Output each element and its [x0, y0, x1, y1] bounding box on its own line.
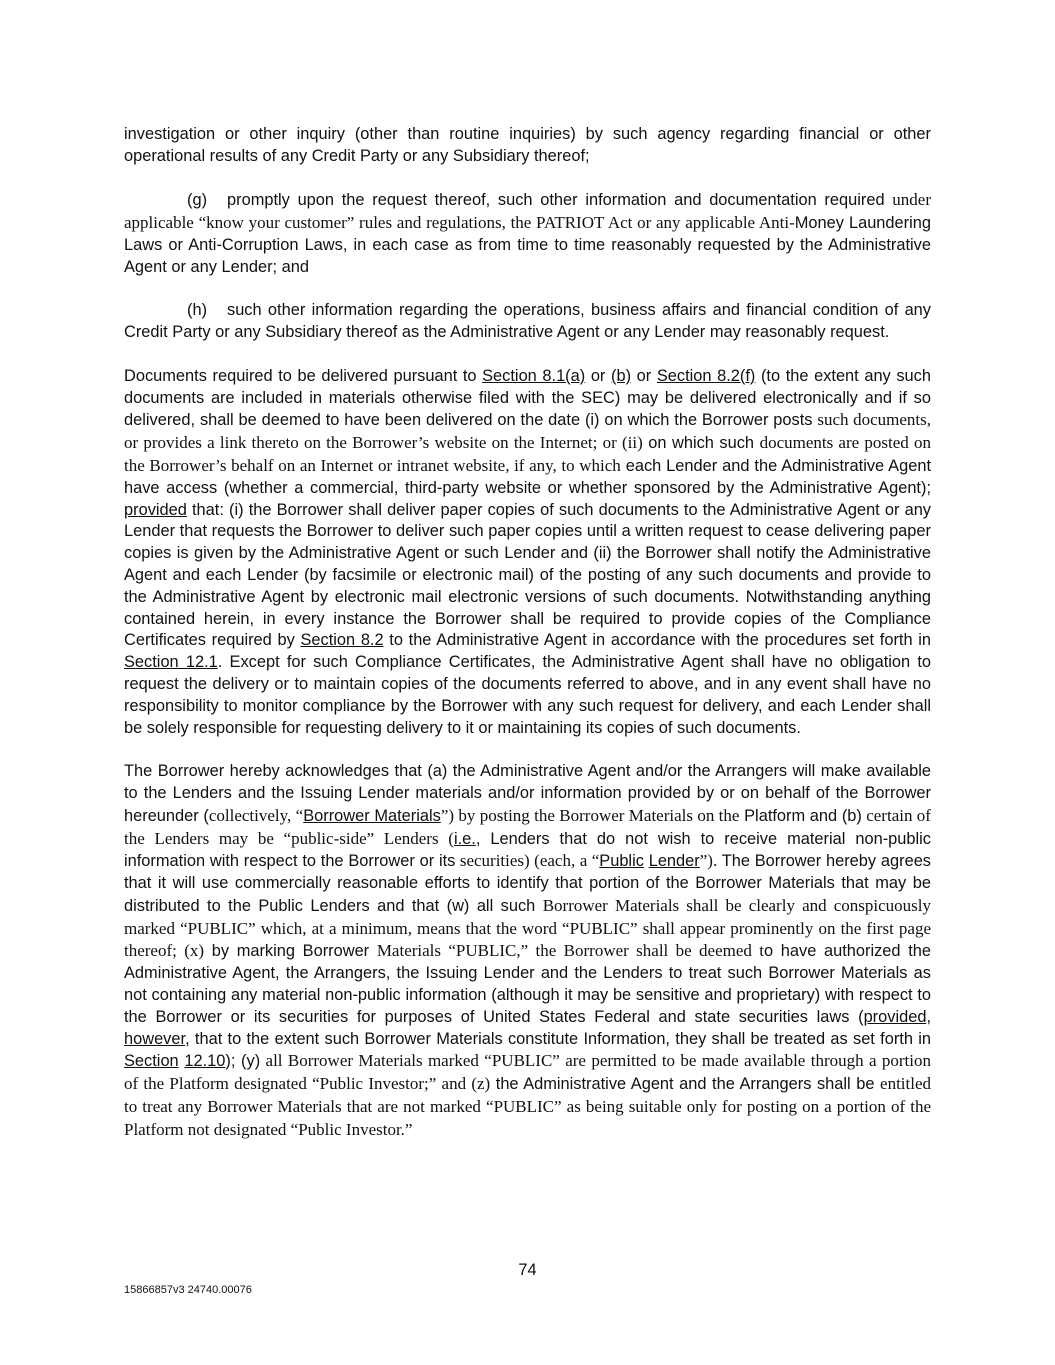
documents-text-11: . Except for such Compliance Certificates, the Administrative Agent shall have no obligation to request the delivery or to maintain copies of the documents referred to above, and in any event shall have no responsibility to monitor compliance by the Borrower with any such request for delivery, and each Lender shall be solely responsible for requesting delivery to it or maintaining its copies of such documents.	[124, 653, 931, 737]
borrower-text-3: ”) by posting the Borrower Materials on the	[440, 805, 740, 825]
borrower-text-19: entitled to treat any Borrower Materials that are not marked “PUBLIC” as being suitable only for posting on a portion of the Platform not designated “Public Investor.”	[124, 1074, 932, 1139]
clause-g-label: (g)	[187, 191, 208, 210]
borrower-text-13: o have authorized the Administrative Agent, the Arrangers, the Issuing Lender and the Lenders to treat such Borrower Materials as not containing any material non-public information (although it may be sensitive and proprietary) with respect to the Borrower or its securities for purposes of United States Federal and state securities laws (	[124, 942, 931, 1026]
borrower-text-16: ); (y)	[225, 1052, 261, 1071]
document-id: 15866857v3 24740.00076	[124, 1284, 252, 1296]
documents-text-4: (to the extent any such documents are included in materials otherwise filed with the SEC) may be delivered electronically and if so delivered, shall be deemed to have been delivered on the date (i) on which the Borrower posts	[124, 366, 931, 430]
borrower-text-15: , that to the extent such Borrower Materials constitute Information, they shall be treated as set forth in	[185, 1029, 931, 1048]
section-12-1-link[interactable]: Section 12.1	[124, 653, 218, 672]
documents-text-3: or	[631, 366, 657, 385]
documents-text-2: or	[585, 366, 611, 385]
documents-text-9: that: (i) the Borrower shall deliver paper copies of such documents to the Administrative Agent or any Lender that requests the Borrower to deliver such paper copies until a written request to cease delivering paper copies is given by the Administrative Agent or such Lender and (ii) the Borrower shall notify the Administrative Agent and each Lender (by facsimile or electronic mail) of the posting of any such documents and provide to the Administrative Agent by electronic mail electronic versions of such documents. Notwithstanding anything contained herein, in every instance the Borrower shall be required to provide copies of the Compliance Certificates required by	[124, 500, 931, 650]
section-8-2-link[interactable]: Section 8.2	[300, 631, 384, 650]
borrower-text-4: Platform and (b)	[739, 806, 862, 825]
borrower-text-1: The Borrower hereby acknowledges that (a) the Administrative Agent and/or the Arrangers will make available to the Lenders and the Issuing Lender materials and/or information provided by or on behalf of the Borrower hereunder (	[124, 762, 931, 825]
clause-g-text-b: under applicable “know your customer” rules and regulations, the PATRIOT Act or any applicable Anti-	[124, 190, 931, 233]
borrower-materials-term: Borrower Materials	[303, 806, 441, 825]
documents-paragraph	[124, 366, 931, 740]
clause-g-text-c: Money Laundering Laws or Anti-Corruption Laws, in each case as from time to time reasonably requested by the Administrative Agent or any Lender; and	[124, 214, 931, 276]
borrower-text-12: Materials “PUBLIC,” the Borrower shall be deemed t	[376, 941, 764, 961]
documents-text-8: each Lender and the Administrative Agent have access (whether a commercial, third-party website or whether sponsored by the Administrative Agent);	[124, 456, 931, 497]
clause-g-text-a: promptly upon the request thereof, such other information and documentation required	[227, 191, 893, 210]
however-term: however	[124, 1029, 186, 1048]
documents-text-7: documents are posted on the Borrower’s behalf on an Internet or intranet website, if any, to which	[124, 433, 931, 475]
provided-term-2: provided	[863, 1007, 927, 1026]
documents-text-10: to the Administrative Agent in accordance with the procedures set forth in	[383, 631, 932, 650]
page-number: 74	[518, 1261, 537, 1279]
borrower-text-5: certain of the Lenders may be “public-side” Lenders (	[124, 805, 931, 848]
clause-h-text: such other information regarding the operations, business affairs and financial condition of any Credit Party or any Subsidiary thereof as the Administrative Agent or any Lender may reasonably request.	[124, 301, 931, 342]
borrower-text-11: by marking Borrower	[204, 942, 377, 961]
documents-text-5: such documents, or provides a link thereto on the Borrower’s website on the Internet; or (ii)	[124, 410, 931, 453]
borrower-paragraph	[124, 761, 931, 1142]
document-body	[124, 124, 931, 1163]
borrower-text-7: securities) (each, a “	[455, 851, 600, 871]
clause-g-paragraph	[124, 189, 931, 278]
section-8-2-f-link[interactable]: Section 8.2(f)	[656, 366, 756, 385]
intro-text: investigation or other inquiry (other than routine inquiries) by such agency regarding financial or other operational results of any Credit Party or any Subsidiary thereof;	[124, 125, 931, 165]
clause-h-paragraph	[124, 300, 931, 344]
borrower-text-14: ,	[926, 1007, 931, 1026]
section-12-10-link-a[interactable]: Section	[124, 1052, 179, 1071]
borrower-text-17: all Borrower Materials marked “PUBLIC” are permitted to be made available through a portion of the Platform designated “Public Investor;” and (z)	[124, 1051, 931, 1094]
borrower-text-10: Borrower Materials shall be clearly and conspicuously marked “PUBLIC” which, at a minimum, means that the word “PUBLIC” shall appear prominently on the first page thereof; (x)	[124, 895, 932, 961]
borrower-text-8: ”).	[699, 851, 718, 871]
section-8-1-a-link[interactable]: Section 8.1(a)	[482, 366, 586, 385]
section-12-10-link-b[interactable]: 12.10	[184, 1052, 226, 1071]
documents-text-6: on which such	[642, 434, 760, 453]
borrower-text-6: , Lenders that do not wish to receive material non-public information with respect to the Borrower or its	[124, 829, 931, 871]
borrower-text-2: collectively, “	[208, 805, 304, 825]
borrower-text-18: the Administrative Agent and the Arrangers shall be	[490, 1075, 881, 1094]
documents-text-1: Documents required to be delivered pursuant to	[124, 366, 483, 385]
clause-h-label: (h)	[187, 301, 208, 320]
ie-term: i.e.	[453, 829, 476, 848]
public-lender-term-a: Public	[599, 852, 644, 871]
provided-term: provided	[124, 500, 187, 519]
section-b-link[interactable]: (b)	[611, 366, 632, 385]
intro-paragraph	[124, 124, 931, 168]
borrower-text-9: The Borrower hereby agrees that it will use commercially reasonable efforts to identify that portion of the Borrower Materials that may be distributed to the Public Lenders and that (w) all such	[124, 852, 932, 915]
public-lender-term-b: Lender	[648, 852, 700, 871]
